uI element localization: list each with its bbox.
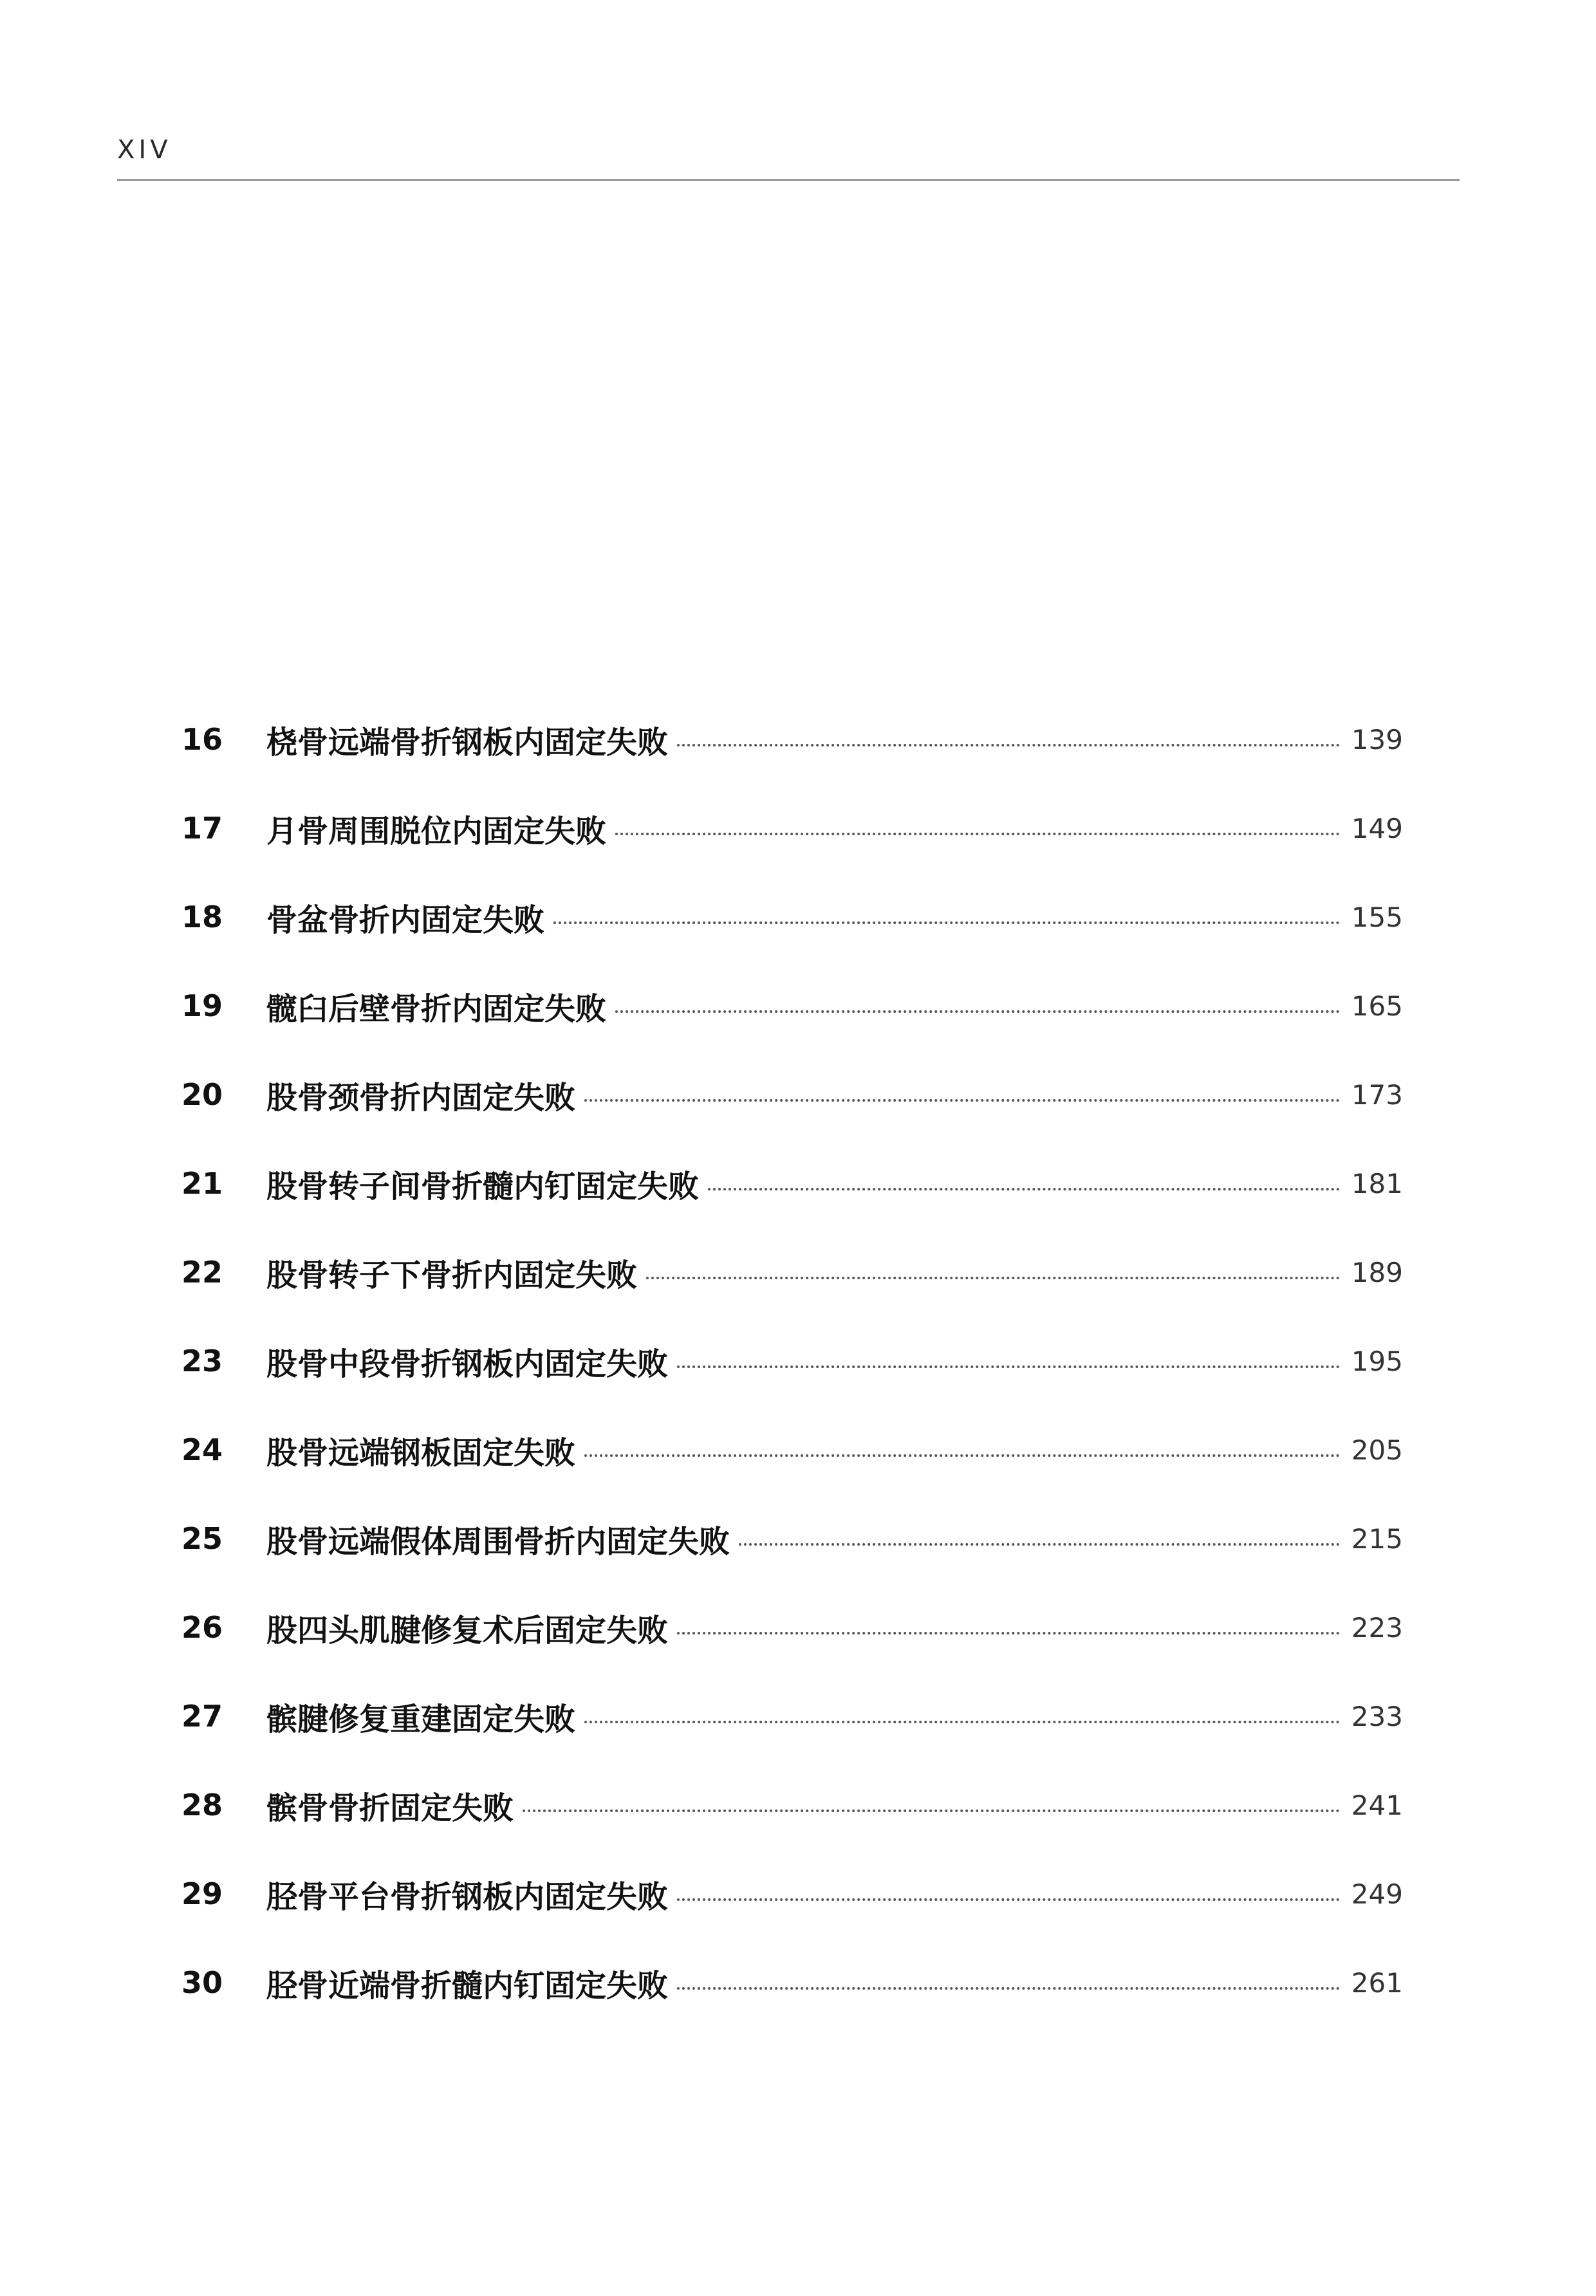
dot-leader [523, 1810, 1340, 1812]
toc-entry-number: 18 [181, 900, 223, 934]
toc-entry-number: 16 [181, 722, 223, 757]
toc-entry-title: 髌腱修复重建固定失败 [266, 1701, 576, 1737]
toc-entry-page: 165 [1351, 990, 1403, 1022]
toc-entry-title: 骨盆骨折内固定失败 [266, 902, 545, 938]
toc-entry-page: 139 [1351, 723, 1403, 755]
dot-leader [739, 1543, 1340, 1546]
toc-entry[interactable] [181, 961, 1403, 1050]
toc-entry-page: 189 [1351, 1256, 1403, 1288]
toc-entry-number: 17 [181, 811, 223, 846]
toc-entry-page: 261 [1351, 1967, 1403, 1999]
toc-entry[interactable] [181, 1317, 1403, 1405]
toc-entry-title: 股骨转子下骨折内固定失败 [266, 1257, 638, 1293]
toc-entry-page: 249 [1351, 1878, 1403, 1910]
toc-entry-number: 21 [181, 1166, 223, 1201]
toc-entry[interactable] [181, 1228, 1403, 1317]
toc-entry-number: 27 [181, 1699, 223, 1734]
dot-leader [584, 1454, 1340, 1457]
dot-leader [584, 1721, 1340, 1723]
toc-entry-title: 股骨远端钢板固定失败 [266, 1434, 576, 1471]
toc-entry-title: 胫骨平台骨折钢板内固定失败 [266, 1878, 669, 1915]
dot-leader [708, 1188, 1340, 1190]
header-rule [117, 179, 1460, 181]
dot-leader [677, 1898, 1340, 1901]
toc-entry-title: 股四头肌腱修复术后固定失败 [266, 1612, 669, 1649]
toc-entry[interactable] [181, 1139, 1403, 1228]
toc-entry-number: 28 [181, 1788, 223, 1822]
toc-entry-number: 29 [181, 1876, 223, 1911]
dot-leader [553, 921, 1340, 924]
toc-entry[interactable] [181, 1494, 1403, 1583]
table-of-contents [181, 695, 1403, 2027]
toc-entry-page: 223 [1351, 1611, 1403, 1643]
toc-entry-page: 181 [1351, 1167, 1403, 1199]
toc-entry-number: 22 [181, 1255, 223, 1290]
toc-entry-number: 19 [181, 988, 223, 1023]
toc-entry[interactable] [181, 784, 1403, 873]
toc-entry-number: 24 [181, 1432, 223, 1467]
toc-entry-title: 髋臼后壁骨折内固定失败 [266, 990, 607, 1027]
toc-entry-title: 桡骨远端骨折钢板内固定失败 [266, 724, 669, 761]
toc-entry[interactable] [181, 1672, 1403, 1761]
toc-entry-page: 155 [1351, 901, 1403, 933]
dot-leader [584, 1099, 1340, 1102]
toc-entry-title: 股骨远端假体周围骨折内固定失败 [266, 1523, 730, 1560]
toc-entry-number: 25 [181, 1521, 223, 1556]
toc-entry-title: 胫骨近端骨折髓内钉固定失败 [266, 1967, 669, 2004]
dot-leader [677, 1366, 1340, 1368]
toc-entry-page: 215 [1351, 1523, 1403, 1555]
toc-entry-number: 23 [181, 1344, 223, 1378]
toc-entry-page: 233 [1351, 1700, 1403, 1732]
dot-leader [677, 1632, 1340, 1634]
toc-entry-title: 髌骨骨折固定失败 [266, 1790, 514, 1826]
toc-entry[interactable] [181, 873, 1403, 961]
toc-entry-page: 195 [1351, 1345, 1403, 1377]
toc-entry[interactable] [181, 1050, 1403, 1139]
toc-entry-number: 20 [181, 1077, 223, 1112]
toc-entry[interactable] [181, 1761, 1403, 1849]
page-number: XIV [117, 135, 172, 165]
toc-entry-title: 股骨转子间骨折髓内钉固定失败 [266, 1168, 700, 1205]
toc-entry[interactable] [181, 1938, 1403, 2027]
toc-entry[interactable] [181, 1405, 1403, 1494]
toc-entry[interactable] [181, 695, 1403, 784]
toc-entry-page: 173 [1351, 1079, 1403, 1111]
toc-entry-page: 149 [1351, 812, 1403, 844]
dot-leader [646, 1277, 1340, 1279]
toc-entry[interactable] [181, 1583, 1403, 1672]
toc-entry-number: 26 [181, 1610, 223, 1645]
dot-leader [615, 833, 1340, 835]
toc-entry-page: 241 [1351, 1789, 1403, 1821]
toc-entry-number: 30 [181, 1965, 223, 2000]
dot-leader [677, 744, 1340, 746]
toc-entry[interactable] [181, 1849, 1403, 1938]
dot-leader [615, 1010, 1340, 1013]
toc-entry-title: 月骨周围脱位内固定失败 [266, 813, 607, 849]
toc-entry-title: 股骨中段骨折钢板内固定失败 [266, 1346, 669, 1382]
dot-leader [677, 1987, 1340, 1990]
toc-entry-page: 205 [1351, 1434, 1403, 1466]
toc-entry-title: 股骨颈骨折内固定失败 [266, 1079, 576, 1116]
